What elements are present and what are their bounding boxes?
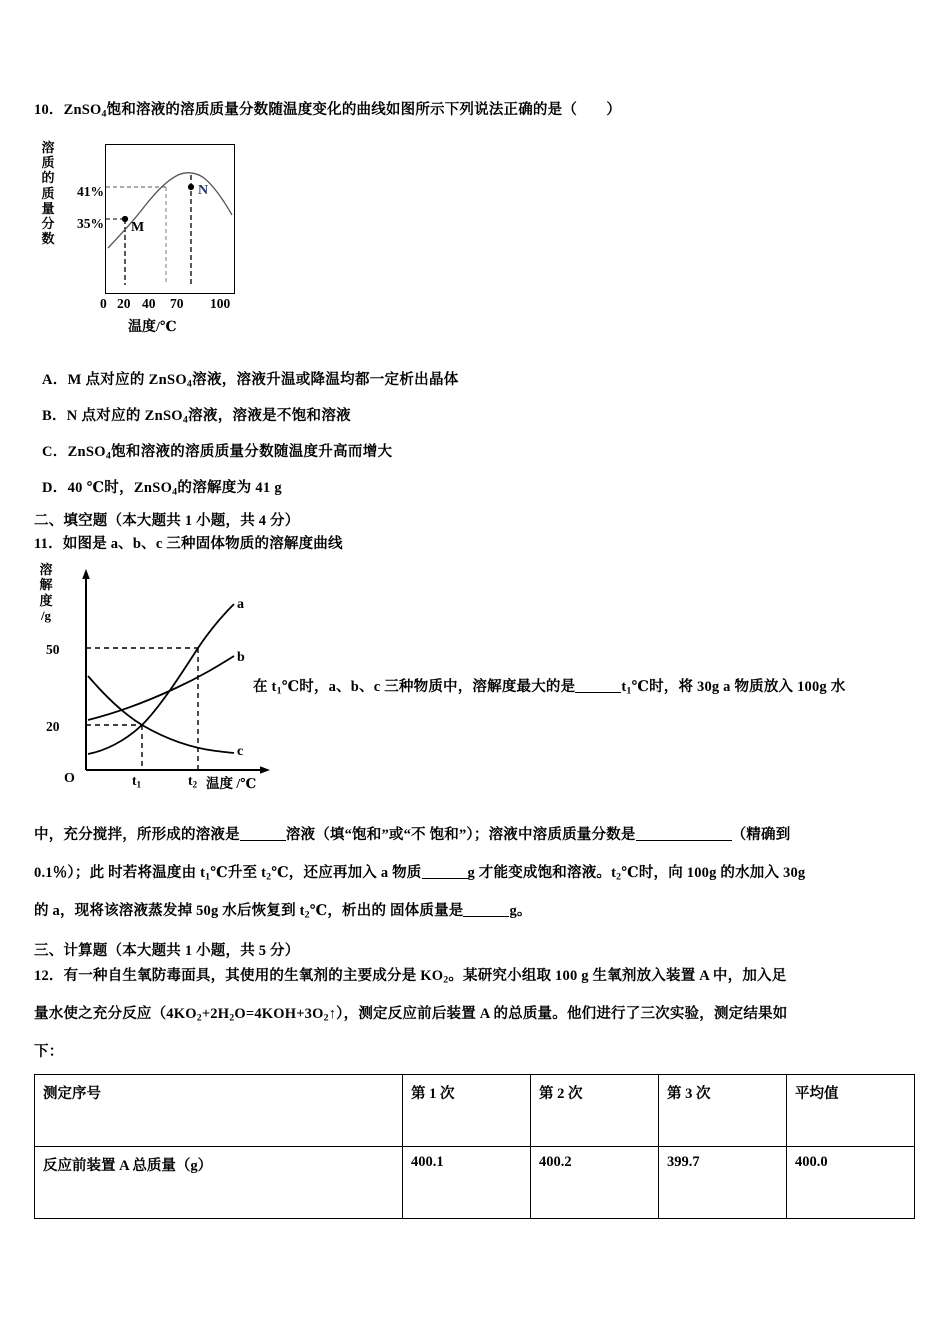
figure2-x-axis-arrow xyxy=(260,766,270,774)
figure1-point-m xyxy=(122,216,128,222)
figure1-label-n: N xyxy=(198,183,209,198)
question-12-line-2: 量水使之充分反应$(4KO_2+2H_2O=4KOH+3O_2↑)$，测定反应前后装置 A 的总质量。他们进行了三次实验，测定结果如 xyxy=(34,1006,788,1024)
table-header-cell-2: 第 2 次 xyxy=(531,1075,659,1147)
question-11-text: 如图是 a、b、c 三种固体物质的溶解度曲线 xyxy=(62,536,343,552)
option-c: C．ZnSO$_4$饱和溶液的溶质质量分数随温度升高而增大 xyxy=(42,444,393,462)
figure2-curve-a xyxy=(88,604,234,754)
figure2-y-axis-label: 溶 解 度 /g xyxy=(39,562,53,623)
figure-znso4-solubility-chart xyxy=(32,136,272,341)
answer-blank-1[interactable] xyxy=(575,692,621,693)
table-header-cell-3: 第 3 次 xyxy=(659,1075,787,1147)
table-cell-trial-1: 400.1 xyxy=(403,1147,531,1219)
figure1-x-ticks xyxy=(100,296,245,314)
figure2-x-axis-title: 温度 /℃ xyxy=(206,776,257,791)
answer-blank-3[interactable] xyxy=(636,840,732,841)
figure1-plot-area xyxy=(105,144,235,294)
measurement-table xyxy=(34,1074,915,1219)
table-header-row xyxy=(35,1075,915,1147)
option-a: A．M 点对应的 ZnSO$_4$溶液，溶液升温或降温均都一定析出晶体 xyxy=(42,372,459,390)
figure1-x-axis-title: 温度/℃ xyxy=(128,320,177,335)
figure1-x-tick-40: 40 xyxy=(142,296,156,311)
question-12-number: 12． xyxy=(34,968,64,984)
table-row xyxy=(35,1147,915,1219)
question-11-body-line-1: 中，充分搅拌，所形成的溶液是 溶液（填“饱和”或“不 饱和”）；溶液中溶质质量分数是 （精确到 xyxy=(34,827,791,843)
figure-abc-solubility-chart xyxy=(34,562,289,802)
option-b: B．N 点对应的 ZnSO$_4$溶液，溶液是不饱和溶液 xyxy=(42,408,351,426)
question-10-number: 10． xyxy=(34,102,64,118)
question-12-line-3: 下： xyxy=(34,1044,64,1060)
question-10-subscript: 4 xyxy=(101,108,107,120)
option-d: D．40 ℃时，ZnSO$_4$的溶解度为 41 g xyxy=(42,480,282,498)
question-11-body-line-2: 0.1％）；此 时若将温度由 $t_1℃$升至 $t_2℃$，还应再加入 a 物质 g 才能变成饱和溶液。$t_2℃$时，向 100g 的水加入 30g xyxy=(34,865,806,883)
table-header-cell-1: 第 1 次 xyxy=(403,1075,531,1147)
figure2-y-tick-50: 50 xyxy=(46,642,60,657)
figure1-x-tick-20: 20 xyxy=(117,296,131,311)
figure1-svg xyxy=(106,145,234,293)
table-cell-trial-3: 399.7 xyxy=(659,1147,787,1219)
figure2-label-c: c xyxy=(237,744,244,759)
question-11-stem xyxy=(34,534,343,556)
table-cell-trial-2: 400.2 xyxy=(531,1147,659,1219)
table-row-label: 反应前装置 A 总质量（g） xyxy=(35,1147,403,1219)
question-11-side-text: 在 $t_1℃$时，a、b、c 三种物质中，溶解度最大的是 $t_1℃$时，将 30g a 物质放入 100g 水 xyxy=(253,679,846,697)
answer-blank-4[interactable] xyxy=(422,878,468,879)
section-3-heading: 三、计算题（本大题共 1 小题，共 5 分） xyxy=(34,943,300,959)
figure2-curve-b xyxy=(88,656,234,720)
table-header-cell-0: 测定序号 xyxy=(35,1075,403,1147)
figure2-label-b: b xyxy=(237,650,245,665)
question-12-line-1: 12．有一种自生氧防毒面具，其使用的生氧剂的主要成分是 $KO_2$。某研究小组取 100 g 生氧剂放入装置 A 中，加入足 xyxy=(34,968,787,986)
section-2-heading: 二、填空题（本大题共 1 小题，共 4 分） xyxy=(34,513,300,529)
question-11-number: 11． xyxy=(34,536,63,552)
question-10-formula-prefix: ZnSO xyxy=(63,102,102,118)
figure2-label-a: a xyxy=(237,597,244,612)
question-10-stem xyxy=(34,100,621,122)
figure1-point-n xyxy=(188,184,194,190)
figure1-label-m: M xyxy=(131,220,145,235)
figure1-curve xyxy=(108,173,232,248)
figure2-origin-label: O xyxy=(64,771,75,786)
figure1-x-tick-70: 70 xyxy=(170,296,184,311)
question-10-stem-text: 饱和溶液的溶质质量分数随温度变化的曲线如图所示下列说法正确的是（ ） xyxy=(106,102,622,118)
figure1-y-axis-label: 溶 质 的 质 量 分 数 xyxy=(41,140,55,247)
figure1-x-tick-0: 0 xyxy=(100,296,107,311)
table-cell-average: 400.0 xyxy=(787,1147,915,1219)
figure2-x-tick-t1: $t_1$ xyxy=(132,773,142,790)
answer-blank-2[interactable] xyxy=(240,840,286,841)
figure1-y-tick-41: 41% xyxy=(77,184,104,199)
figure2-y-axis-arrow xyxy=(82,569,90,579)
figure2-y-tick-20: 20 xyxy=(46,719,60,734)
figure2-x-tick-t2: $t_2$ xyxy=(188,773,198,790)
table-header-cell-4: 平均值 xyxy=(787,1075,915,1147)
figure1-y-tick-35: 35% xyxy=(77,216,104,231)
answer-blank-5[interactable] xyxy=(463,916,509,917)
figure2-svg xyxy=(76,568,281,783)
figure1-x-tick-100: 100 xyxy=(210,296,231,311)
question-11-body-line-3: 的 a，现将该溶液蒸发掉 50g 水后恢复到 $t_2℃$，析出的 固体质量是 g。 xyxy=(34,903,532,921)
